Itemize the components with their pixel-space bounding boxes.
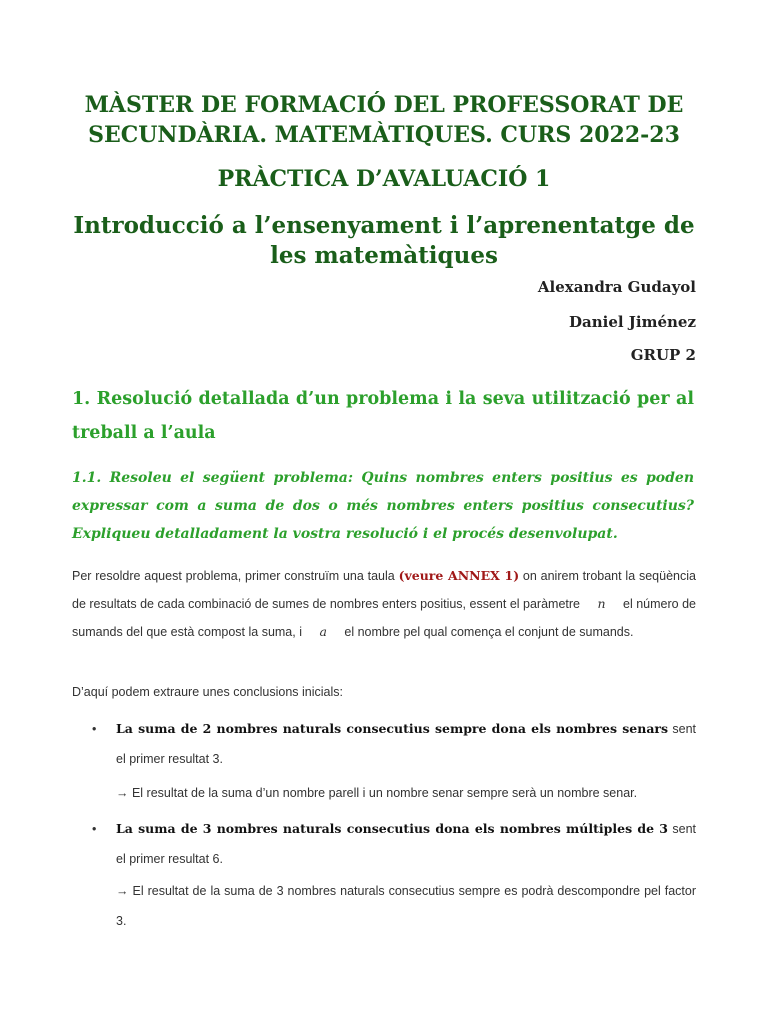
list-item	[92, 814, 696, 874]
question-text: 1.1. Resoleu el següent problema: Quins nombres enters positius es poden expressar com a suma de dos o més nombres enters positius consecutius? Expliqueu detalladament la vostra resolució i el procés desenvolupat.	[72, 470, 694, 542]
author-2: Daniel Jiménez	[569, 313, 696, 331]
list-item-rest: sent el primer resultat 6.	[116, 822, 696, 866]
list-item	[92, 714, 696, 774]
list-item-bold: La suma de 3 nombres naturals consecutius dona els nombres múltiples de 3	[116, 821, 668, 836]
math-variable-a: a	[319, 624, 327, 639]
list-item-rest: sent el primer resultat 3.	[116, 722, 696, 766]
list-item-bold: La suma de 2 nombres naturals consecutius sempre dona els nombres senars	[116, 721, 669, 736]
conclusions-intro: D’aquí podem extraure unes conclusions inicials:	[72, 685, 343, 699]
list-item-arrow-note: → El resultat de la suma de 3 nombres naturals consecutius sempre es podrà descompondre pel factor 3.	[116, 884, 696, 928]
bullet-icon: •	[92, 722, 97, 736]
author-1: Alexandra Gudayol	[537, 278, 696, 296]
intro-text-2: on anirem trobant la seqüència de resultats de cada combinació de sumes de nombres enters positius, essent el paràmetre	[72, 569, 696, 611]
list-item-arrow-note: → El resultat de la suma d’un nombre parell i un nombre senar sempre serà un nombre senar.	[116, 786, 638, 800]
subject-title: Introducció a l’ensenyament i l’aprenentatge de les matemàtiques	[73, 212, 695, 269]
document-title	[60, 90, 708, 150]
math-variable-n: n	[597, 596, 606, 611]
intro-text-3: el número de sumands del que està compost la suma, i	[72, 597, 697, 639]
list-item-text	[116, 814, 696, 874]
list-item-text	[116, 714, 696, 774]
title-line-1: MÀSTER DE FORMACIÓ DEL PROFESSORAT DE	[84, 92, 684, 118]
annex-reference: (veure ANNEX 1)	[398, 568, 520, 583]
title-line-2: SECUNDÀRIA. MATEMÀTIQUES. CURS 2022-23	[88, 122, 680, 148]
practice-title: PRÀCTICA D’AVALUACIÓ 1	[217, 166, 551, 192]
intro-text-1: Per resoldre aquest problema, primer construïm una taula	[72, 569, 399, 583]
intro-text-4: el nombre pel qual comença el conjunt de sumands.	[340, 625, 634, 639]
section-heading: 1. Resolució detallada d’un problema i la seva utilització per al treball a l’aula	[72, 389, 694, 443]
group-label: GRUP 2	[630, 346, 696, 364]
intro-paragraph	[72, 562, 696, 646]
bullet-icon: •	[92, 822, 97, 836]
